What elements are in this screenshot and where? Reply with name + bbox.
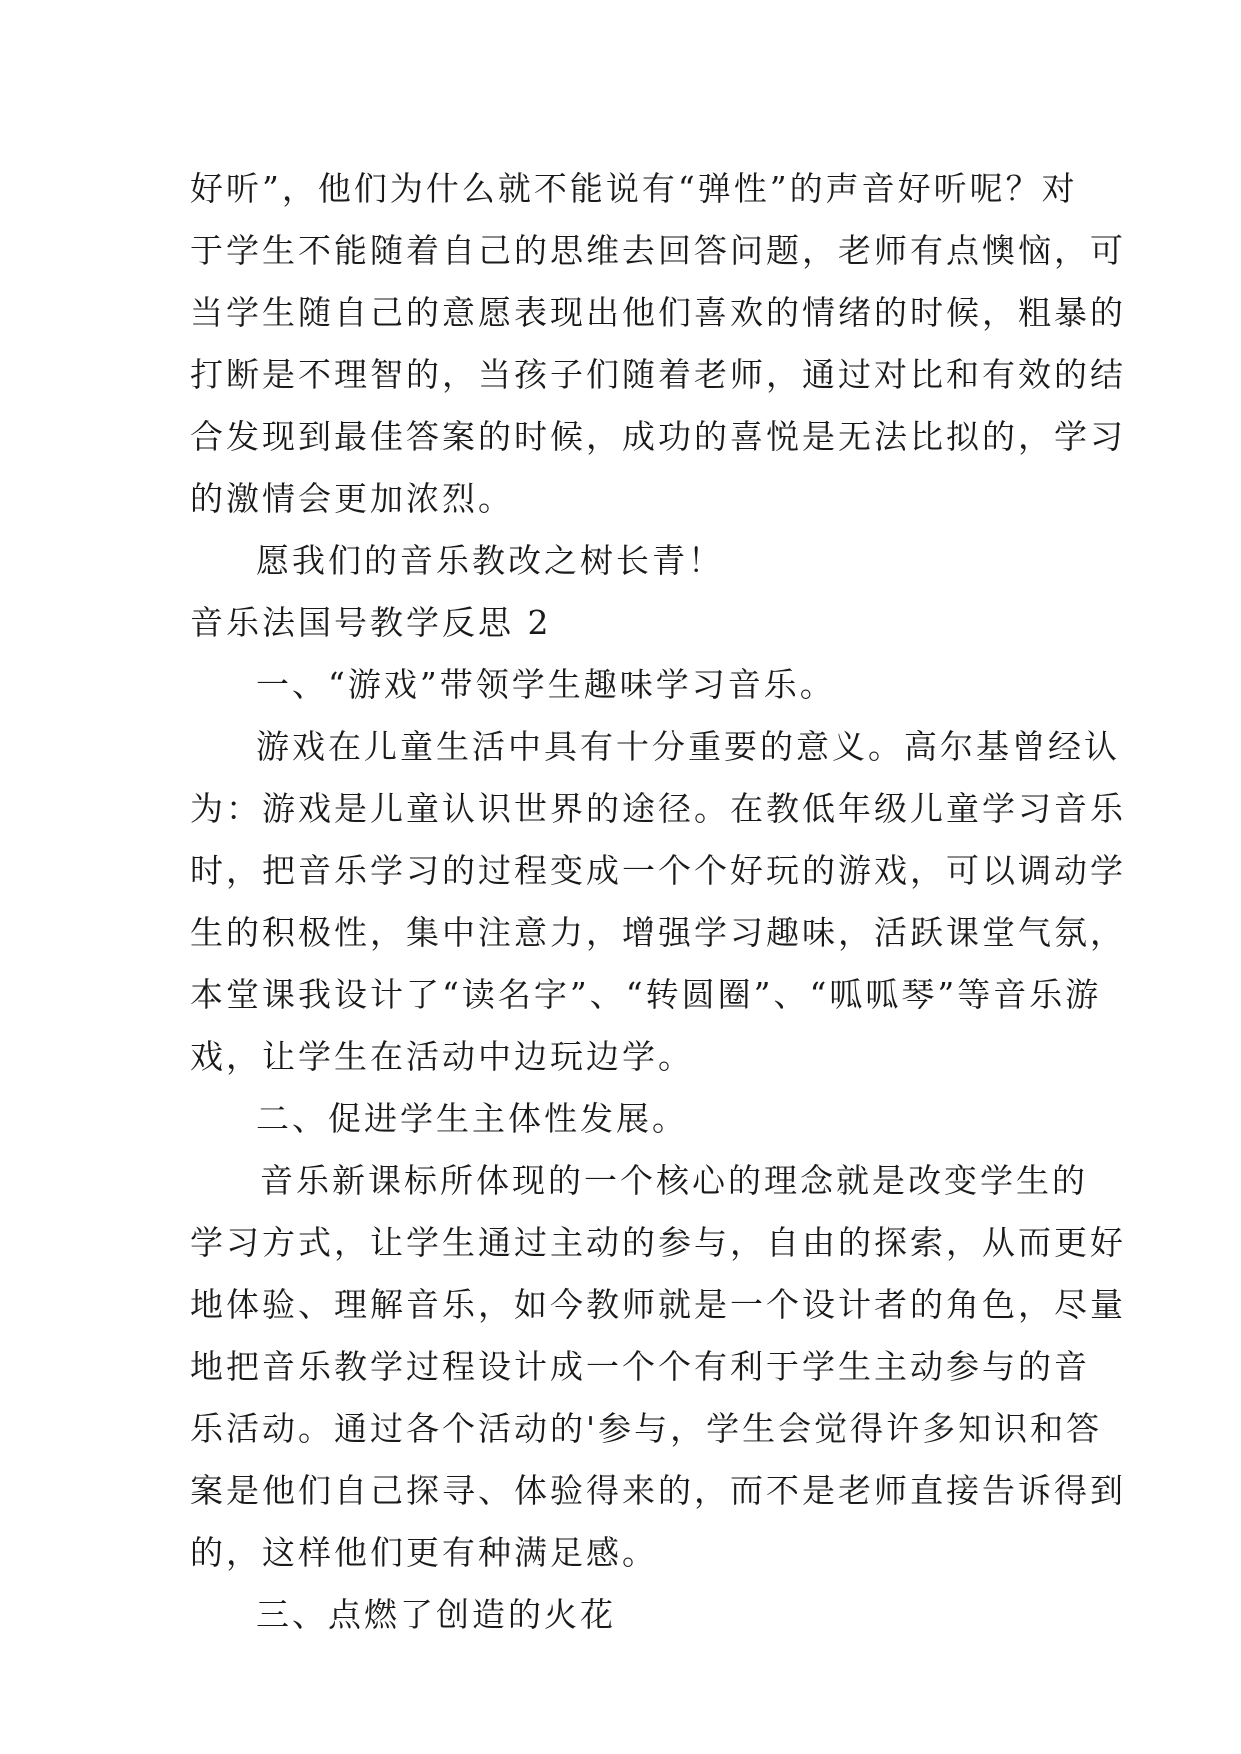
paragraph-line: 的，这样他们更有种满足感。 [190, 1533, 658, 1572]
paragraph-line: 于学生不能随着自己的思维去回答问题，老师有点懊恼，可 [190, 231, 1126, 270]
paragraph-line: 为：游戏是儿童认识世界的途径。在教低年级儿童学习音乐 [190, 789, 1126, 828]
paragraph-line: 案是他们自己探寻、体验得来的，而不是老师直接告诉得到 [190, 1471, 1126, 1510]
paragraph-line: 戏，让学生在活动中边玩边学。 [190, 1037, 694, 1076]
paragraph-line: 愿我们的音乐教改之树长青！ [256, 541, 724, 580]
paragraph-line: 音乐新课标所体现的一个核心的理念就是改变学生的 [260, 1161, 1088, 1200]
subheading: 二、促进学生主体性发展。 [256, 1099, 688, 1138]
paragraph-line: 打断是不理智的，当孩子们随着老师，通过对比和有效的结 [190, 355, 1126, 394]
paragraph-line: 地把音乐教学过程设计成一个个有利于学生主动参与的音 [190, 1347, 1090, 1386]
subheading: 三、点燃了创造的火花 [256, 1595, 616, 1634]
paragraph-line: 好听”，他们为什么就不能说有“弹性”的声音好听呢？对 [190, 169, 1078, 208]
paragraph-line: 的激情会更加浓烈。 [190, 479, 514, 518]
paragraph-line: 游戏在儿童生活中具有十分重要的意义。高尔基曾经认 [256, 727, 1120, 766]
paragraph-line: 合发现到最佳答案的时候，成功的喜悦是无法比拟的，学习 [190, 417, 1126, 456]
paragraph-line: 时，把音乐学习的过程变成一个个好玩的游戏，可以调动学 [190, 851, 1126, 890]
paragraph-line: 生的积极性，集中注意力，增强学习趣味，活跃课堂气氛， [190, 913, 1126, 952]
paragraph-line: 本堂课我设计了“读名字”、“转圆圈”、“呱呱琴”等音乐游 [190, 975, 1102, 1014]
paragraph-line: 当学生随自己的意愿表现出他们喜欢的情绪的时候，粗暴的 [190, 293, 1126, 332]
paragraph-line: 乐活动。通过各个活动的'参与，学生会觉得许多知识和答 [190, 1409, 1103, 1448]
paragraph-line: 学习方式，让学生通过主动的参与，自由的探索，从而更好 [190, 1223, 1126, 1262]
paragraph-line: 地体验、理解音乐，如今教师就是一个设计者的角色，尽量 [190, 1285, 1126, 1324]
section-title: 音乐法国号教学反思 2 [190, 603, 552, 642]
subheading: 一、“游戏”带领学生趣味学习音乐。 [256, 665, 836, 704]
body-text [190, 158, 1126, 1646]
